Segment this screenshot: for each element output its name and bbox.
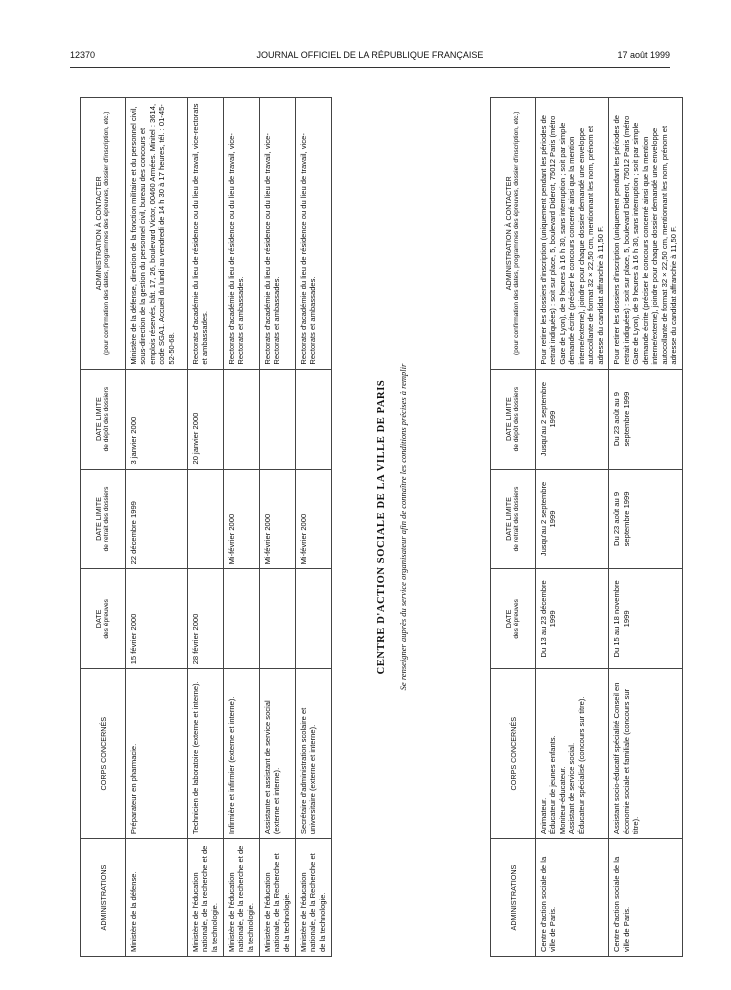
page-header [70,50,670,64]
cell-retrait: Du 23 août au 9 septembre 1999 [609,469,682,569]
section-title: CENTRE D'ACTION SOCIALE DE LA VILLE DE PARIS [376,379,387,675]
cell-contact: Pour retirer les dossiers d'inscription (uniquement pendant les périodes de retrait indiquées) : soit sur place, 5, boulevard Diderot, 75012 Paris (métro Gare de Lyon), de 9 heures à 16 h 30, sans interruption ; soit par simple demande écrite (préciser le concours concerné ainsi que la mention interne/externe), joindre pour chaque dossier demandé une enveloppe autocollante de format 32 × 22,50 cm, mentionnant les nom, prénom et adresse du candidat affranchie à 11,50 F. [536,98,609,370]
col-header-date-epreuves: DATE des épreuves [491,569,536,669]
cell-date: Du 13 au 23 décembre 1999 [536,569,609,669]
cell-contact: Rectorats d'académie du lieu de résidence ou du lieu de travail, vice-rectorats et ambassades. [188,98,224,370]
cell-depot: Jusqu'au 2 septembre 1999 [536,369,609,469]
corps-line: Assistant socio-éducatif spécialité Conseil en économie sociale et familiale (concours sur titre). [612,682,641,835]
cell-retrait [188,469,224,569]
cell-date [224,569,260,669]
page-number: 12370 [70,50,96,60]
corps-line: Assistant de service social. [567,742,577,835]
cell-depot [224,369,260,469]
cell-admin: Centre d'action sociale de la ville de Paris. [536,839,609,957]
col-header-administrations: ADMINISTRATIONS [491,839,536,957]
col-header-date-depot: DATE LIMITE de dépôt des dossiers [81,369,126,469]
cell-retrait: Jusqu'au 2 septembre 1999 [536,469,609,569]
cell-depot: 3 janvier 2000 [126,369,188,469]
cell-date [260,569,296,669]
cell-admin: Centre d'action sociale de la ville de Paris. [609,839,682,957]
concours-table-casvp [490,97,683,957]
cell-contact: Ministère de la défense, direction de la fonction militaire et du personnel civil, sous-direction de la gestion du personnel civil, bureau des concours et emplois réservés, bât. 17, 26, boulevard Victor, 00460 Armées. Minitel : 3614, code SGA1. Accueil du lundi au vendredi de 14 h 30 à 17 heures, tél. : 01-45-52-50-68. [126,98,188,370]
journal-title: JOURNAL OFFICIEL DE LA RÉPUBLIQUE FRANÇAISE [256,50,484,60]
cell-date: Du 15 au 18 novembre 1999 [609,569,682,669]
corps-line: Moniteur-éducateur. [557,766,567,835]
col-header-date-depot: DATE LIMITE de dépôt des dossiers [491,369,536,469]
cell-corps: Assistante et assistant de service social (externe et interne). [260,669,296,839]
cell-corps [609,669,682,839]
col-header-administrations: ADMINISTRATIONS [81,839,126,957]
cell-contact: Rectorats d'académie du lieu de résidence ou du lieu de travail, vice-Rectorats et ambassades. [296,98,332,370]
cell-date [296,569,332,669]
col-header-date-retrait: DATE LIMITE de retrait des dossiers [491,469,536,569]
concours-table-ministeres [80,97,332,957]
cell-depot [260,369,296,469]
cell-contact: Pour retirer les dossiers d'inscription (uniquement pendant les périodes de retrait indiquées) : soit sur place, 5, boulevard Diderot, 75012 Paris (métro Gare de Lyon), de 9 heures à 16 h 30, sans interruption ; soit par simple demande écrite (préciser le concours concerné ainsi que la mention interne/externe), joindre pour chaque dossier demandé une enveloppe autocollante de format 32 × 22,50 cm, mentionnant les nom, prénom et adresse du candidat affranchie à 11,50 F. [609,98,682,370]
table-row [609,98,682,957]
corps-line: Animateur. [539,797,548,835]
cell-retrait: Mi-février 2000 [260,469,296,569]
section-subtitle: Se renseigner auprès du service organisateur afin de connaître les conditions précises à remplir [398,363,408,691]
cell-admin: Ministère de la défense. [126,839,188,957]
cell-retrait: 22 décembre 1999 [126,469,188,569]
cell-depot [296,369,332,469]
col-header-date-retrait: DATE LIMITE de retrait des dossiers [81,469,126,569]
cell-admin: Ministère de l'éducation nationale, de la Recherche et de la technologie. [260,839,296,957]
col-header-corps: CORPS CONCERNÉS [491,669,536,839]
cell-corps: Préparateur en pharmacie. [126,669,188,839]
issue-date: 17 août 1999 [617,50,670,60]
table-row [126,98,188,957]
table-header-row [491,98,536,957]
cell-corps: Technicien de laboratoire (externe et interne). [188,669,224,839]
corps-line: Éducateur de jeunes enfants. [548,735,558,835]
table-row [536,98,609,957]
cell-depot: 20 janvier 2000 [188,369,224,469]
cell-retrait: Mi-février 2000 [296,469,332,569]
cell-contact: Rectorats d'académie du lieu de résidence ou du lieu de travail, vice-Rectorats et ambassades. [224,98,260,370]
cell-corps [536,669,609,839]
cell-corps: Secrétaire d'administration scolaire et universitaire (externe et interne). [296,669,332,839]
col-header-contact: ADMINISTRATION À CONTACTER (pour confirmation des dates, programmes des épreuves, dossier d'inscription, etc.) [491,98,536,370]
table-header-row [81,98,126,957]
table-row [296,98,332,957]
col-header-corps: CORPS CONCERNÉS [81,669,126,839]
corps-line: Éducateur spécialisé (concours sur titre). [576,696,586,835]
cell-date: 15 février 2000 [126,569,188,669]
cell-depot: Du 23 août au 9 septembre 1999 [609,369,682,469]
rotated-page-content [80,97,679,957]
col-header-date-epreuves: DATE des épreuves [81,569,126,669]
cell-corps: Infirmière et infirmier (externe et interne). [224,669,260,839]
table-row [224,98,260,957]
cell-admin: Ministère de l'éducation nationale, de la recherche et de la technologie. [188,839,224,957]
cell-contact: Rectorats d'académie du lieu de résidence ou du lieu de travail, vice-Rectorats et ambassades. [260,98,296,370]
col-header-contact: ADMINISTRATION À CONTACTER (pour confirmation des dates, programmes des épreuves, dossier d'inscription, etc.) [81,98,126,370]
table-row [188,98,224,957]
cell-date: 28 février 2000 [188,569,224,669]
cell-admin: Ministère de l'éducation nationale, de la Recherche et de la technologie. [296,839,332,957]
cell-retrait: Mi-février 2000 [224,469,260,569]
table-row [260,98,296,957]
header-rule [70,67,670,68]
cell-admin: Ministère de l'éducation nationale, de la recherche et de la technologie. [224,839,260,957]
